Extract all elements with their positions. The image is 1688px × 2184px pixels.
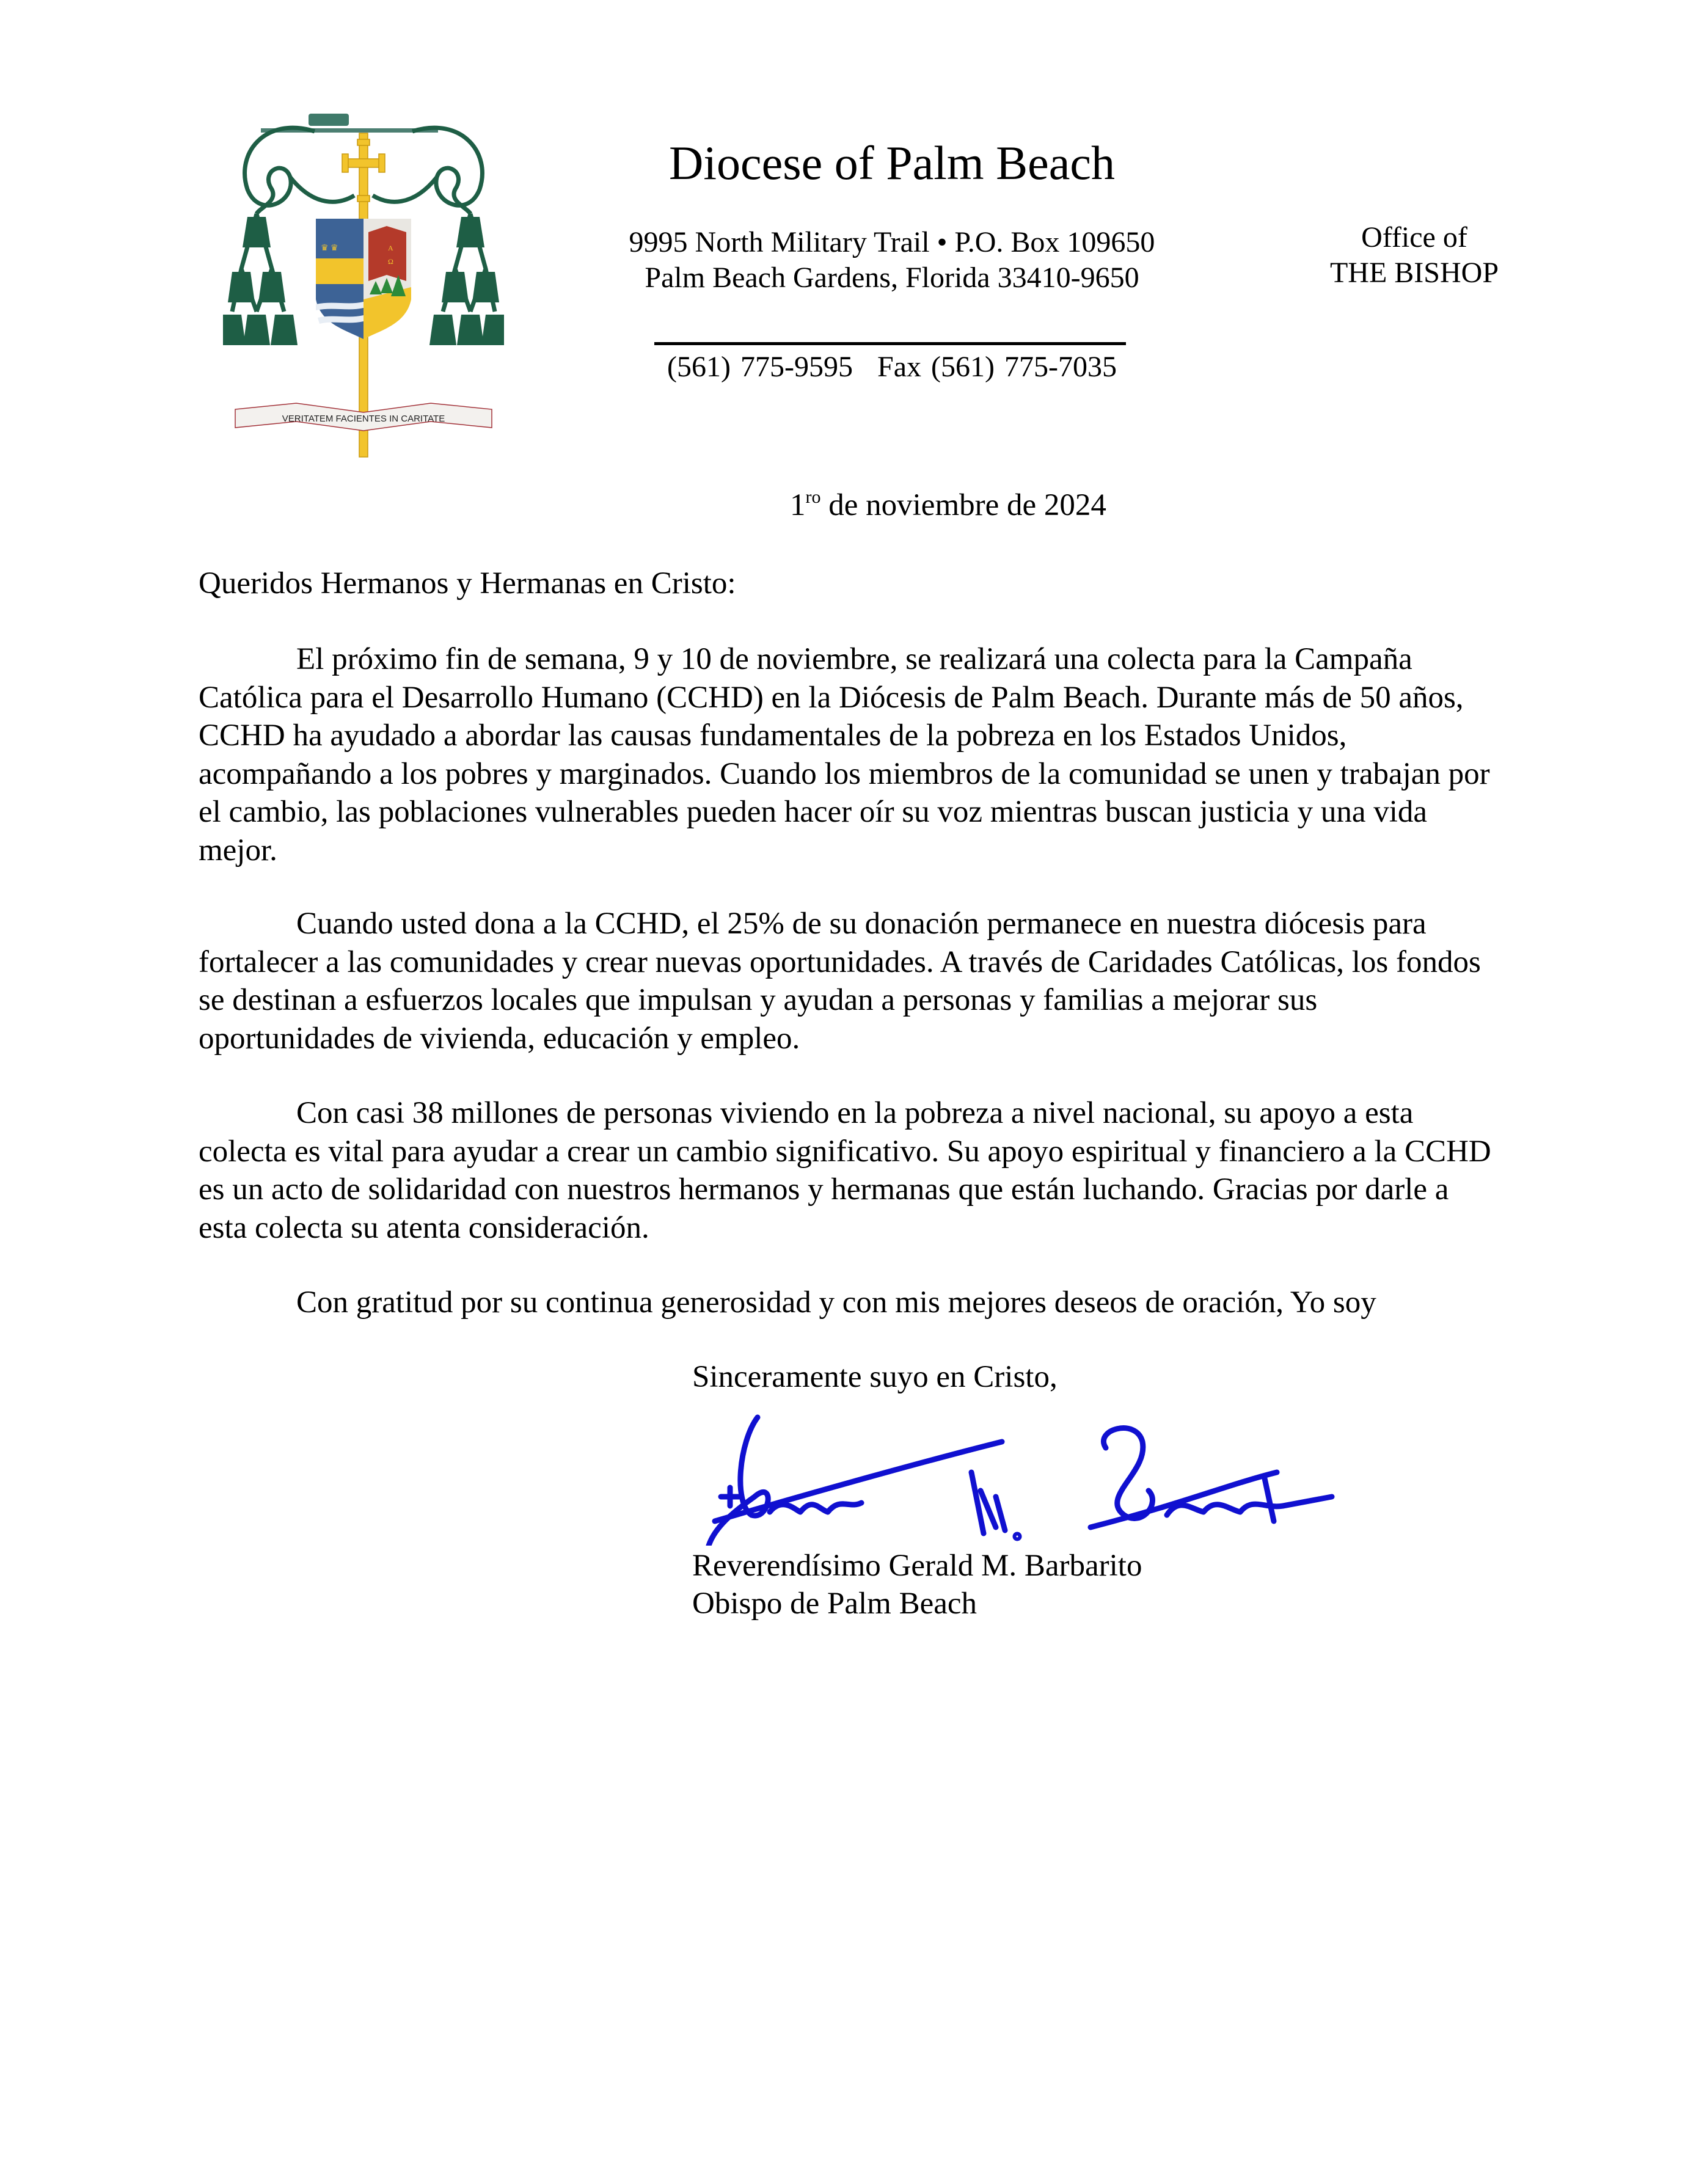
closing-line: Sinceramente suyo en Cristo, (692, 1360, 1058, 1394)
body-paragraph-4 (199, 1284, 1494, 1322)
paragraph-text: Con casi 38 millones de personas viviendo en la pobreza a nivel nacional, su apoyo a esta colecta es vital para ayudar a crear un cambio significativo. Su apoyo espiritual y financiero a la CCHD es un acto de solidaridad con nuestros hermanos y hermanas que están luchando. Gracias por darle a esta colecta su atenta consideración. (199, 1096, 1491, 1245)
paragraph-text: Con gratitud por su continua generosidad y con mis mejores deseos de oración, Yo soy (296, 1285, 1376, 1320)
office-block (1283, 220, 1546, 291)
office-line-2: THE BISHOP (1329, 257, 1499, 289)
body-paragraph-1 (199, 640, 1494, 869)
paragraph-text: Cuando usted dona a la CCHD, el 25% de su donación permanece en nuestra diócesis para fortalecer a las comunidades y crear nuevas oportunidades. A través de Caridades Católicas, los fondos se destinan a esfuerzos locales que impulsan y ayudan a personas y familias a mejorar sus oportunidades de vivienda, educación y empleo. (199, 907, 1481, 1056)
svg-text:♛ ♛: ♛ ♛ (321, 244, 338, 253)
signer-block (692, 1547, 1142, 1623)
paragraph-text: El próximo fin de semana, 9 y 10 de noviembre, se realizará una colecta para la Campaña Católica para el Desarrollo Humano (CCHD) en la Diócesis de Palm Beach. Durante más de 50 años, CCHD ha ayudado a abordar las causas fundamentales de la pobreza en los Estados Unidos, acompañando a los pobres y marginados. Cuando los miembros de la comunidad se unen y trabajan por el cambio, las poblaciones vulnerables pueden hacer oír su voz mientras buscan justicia y una vida mejor. (199, 642, 1490, 867)
header-divider (654, 342, 1126, 345)
letter-date (790, 486, 1106, 524)
address-line-2: Palm Beach Gardens, Florida 33410-9650 (645, 261, 1139, 294)
signature-icon (696, 1405, 1362, 1546)
body-paragraph-3 (199, 1094, 1494, 1247)
signer-title: Obispo de Palm Beach (692, 1587, 977, 1621)
address-line-1: 9995 North Military Trail • P.O. Box 109650 (629, 226, 1155, 258)
motto-text: VERITATEM FACIENTES IN CARITATE (282, 414, 445, 424)
organization-title: Diocese of Palm Beach (669, 136, 1115, 189)
phone-number: (561) 775-9595 (667, 351, 853, 383)
date-rest: de noviembre de 2024 (820, 488, 1106, 522)
salutation: Queridos Hermanos y Hermanas en Cristo: (199, 566, 736, 601)
svg-text:Ω: Ω (388, 257, 393, 266)
shield-icon (316, 219, 411, 339)
contact-line (611, 349, 1173, 385)
coat-of-arms-logo (223, 104, 504, 458)
fax-number: Fax (561) 775-7035 (877, 351, 1117, 383)
address-block (586, 225, 1197, 296)
date-suffix: ro (805, 487, 821, 507)
body-paragraph-2 (199, 905, 1494, 1057)
date-day: 1 (790, 488, 806, 522)
signer-name: Reverendísimo Gerald M. Barbarito (692, 1549, 1142, 1583)
hat-crown (309, 114, 349, 126)
svg-text:Α: Α (388, 244, 393, 252)
office-line-1: Office of (1361, 221, 1467, 254)
